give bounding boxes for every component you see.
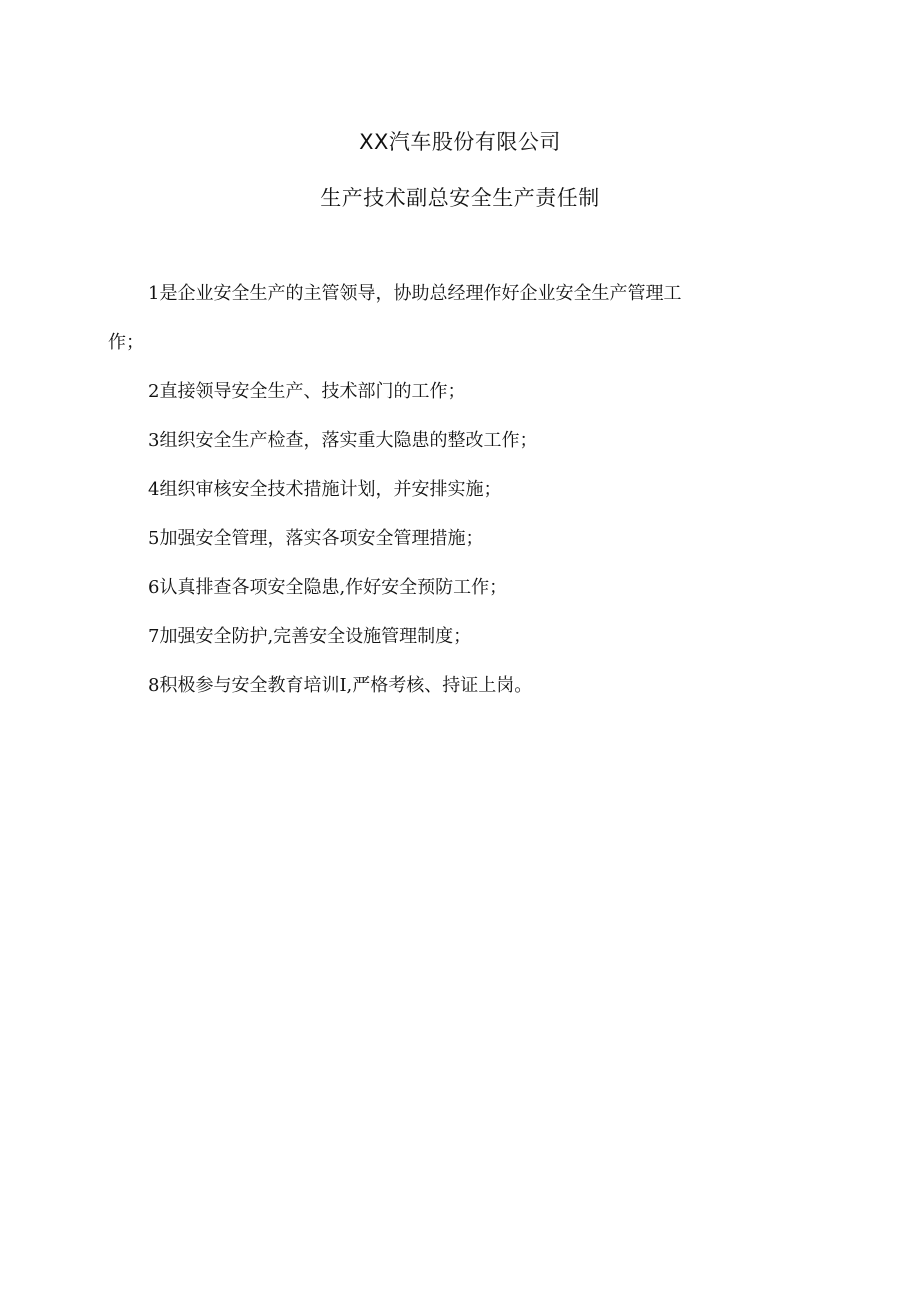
item-text-continuation: 作；: [108, 332, 144, 353]
item-text: 8积极参与安全教育培训I,严格考核、持证上岗。: [148, 675, 533, 696]
list-item: [108, 476, 820, 503]
list-item: [108, 280, 820, 356]
item-text: 7加强安全防护,完善安全设施管理制度；: [148, 626, 472, 647]
item-text: 1是企业安全生产的主管领导，协助总经理作好企业安全生产管理工: [148, 283, 682, 304]
list-item: [108, 574, 820, 601]
item-text: 5加强安全管理，落实各项安全管理措施；: [148, 528, 484, 549]
list-item: [108, 427, 820, 454]
item-text: 2直接领导安全生产、技术部门的工作；: [148, 381, 466, 402]
list-item: [108, 525, 820, 552]
item-text: 6认真排查各项安全隐患,作好安全预防工作；: [148, 577, 508, 598]
list-item: [108, 378, 820, 405]
company-title: XX汽车股份有限公司: [359, 130, 561, 154]
list-item: [108, 672, 820, 699]
responsibility-list: [108, 280, 820, 699]
list-item: [108, 623, 820, 650]
item-text: 3组织安全生产检查，落实重大隐患的整改工作；: [148, 430, 538, 451]
item-text: 4组织审核安全技术措施计划，并安排实施；: [148, 479, 502, 500]
document-title: 生产技术副总安全生产责任制: [320, 186, 600, 210]
